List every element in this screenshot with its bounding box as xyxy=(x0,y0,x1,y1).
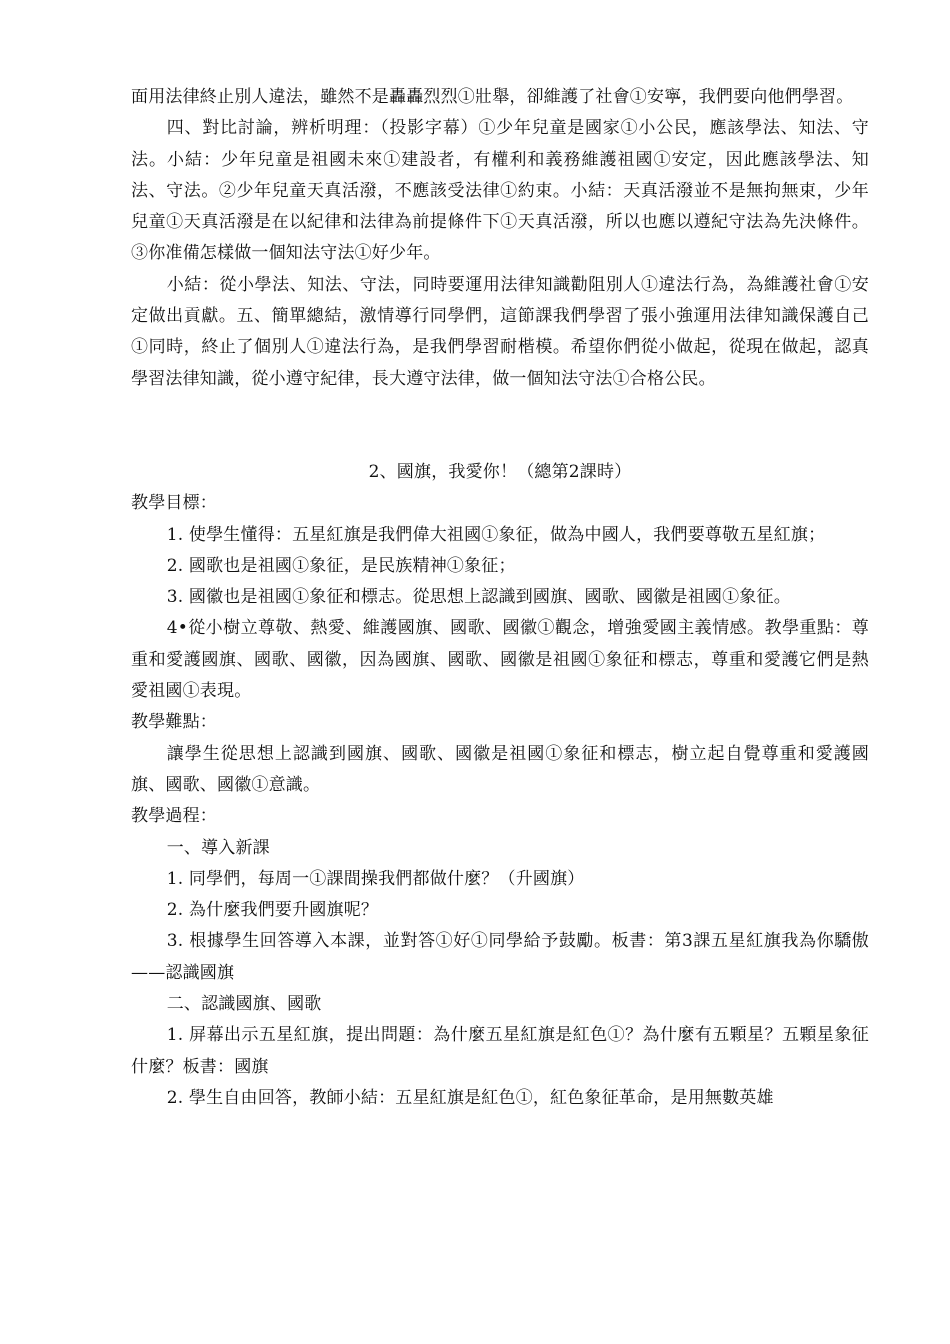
paragraph-continuation: 面用法律終止別人違法，雖然不是轟轟烈烈①壯舉，卻維護了社會①安寧，我們要向他們學習。 xyxy=(131,87,854,107)
process-section2-item-2: 2. 學生自由回答，教師小結：五星紅旗是紅色①，紅色象征革命，是用無數英雄 xyxy=(166,1087,774,1108)
process-label: 教學過程： xyxy=(131,806,217,827)
process-section2-title: 二、認識國旗、國歌 xyxy=(166,994,322,1015)
document-body xyxy=(131,82,869,1114)
paragraph-discussion: 四、對比討論，辨析明理：（投影字幕）①少年兒童是國家①小公民，應該學法、知法、守法。小結：少年兒童是祖國未來①建設者，有權利和義務維護祖國①安定，因此應該學法、知法、守法。②少年兒童天真活潑，不應該受法律①約束。小結：天真活潑並不是無拘無束，少年兒童①天真活潑是在以紀律和法律為前提條件下①天真活潑，所以也應以遵紀守法為先決條件。③你准備怎樣做一個知法守法①好少年。 xyxy=(131,118,869,264)
goal-item-3: 3. 國徽也是祖國①象征和標志。從思想上認識到國旗、國歌、國徽是祖國①象征。 xyxy=(166,587,791,608)
goal-item-2: 2. 國歌也是祖國①象征，是民族精神①象征； xyxy=(166,555,516,576)
goal-item-1: 1. 使學生懂得：五星紅旗是我們偉大祖國①象征，做為中國人，我們要尊敬五星紅旗； xyxy=(166,524,826,545)
lesson-title: 2、國旗，我愛你！（總第2課時） xyxy=(368,461,632,482)
paragraph-summary: 小結：從小學法、知法、守法，同時要運用法律知識勸阻別人①違法行為，為維護社會①安定做出貢獻。五、簡單總結，激情導行同學們，這節課我們學習了張小強運用法律知識保護自己①同時，終止了個別人①違法行為，是我們學習耐楷模。希望你們從小做起，從現在做起，認真學習法律知識，從小遵守紀律，長大遵守法律，做一個知法守法①合格公民。 xyxy=(131,274,869,389)
process-section1-item-3: 3. 根據學生回答導入本課，並對答①好①同學給予鼓勵。板書：第3課五星紅旗我為你驕傲——認識國旗 xyxy=(131,931,869,983)
process-section1-title: 一、導入新課 xyxy=(166,837,270,858)
process-section2-item-1: 1. 屏幕出示五星紅旗，提出問題：為什麼五星紅旗是紅色①？為什麼有五顆星？五顆星象征什麼？板書：國旗 xyxy=(131,1025,869,1077)
difficulty-label: 教學難點： xyxy=(131,712,217,733)
goals-label: 教學目標： xyxy=(131,493,217,514)
process-section1-item-1: 1. 同學們，每周一①課間操我們都做什麼？（升國旗） xyxy=(166,868,585,889)
process-section1-item-2: 2. 為什麼我們要升國旗呢？ xyxy=(166,900,379,921)
goal-item-4: 4•從小樹立尊敬、熱愛、維護國旗、國歌、國徽①觀念，增強愛國主義情感。教學重點：尊重和愛護國旗、國歌、國徽，因為國旗、國歌、國徽是祖國①象征和標志，尊重和愛護它們是熱愛祖國①表現。 xyxy=(131,618,869,702)
difficulty-text: 讓學生從思想上認識到國旗、國歌、國徽是祖國①象征和標志，樹立起自覺尊重和愛護國旗、國歌、國徽①意識。 xyxy=(131,743,869,795)
